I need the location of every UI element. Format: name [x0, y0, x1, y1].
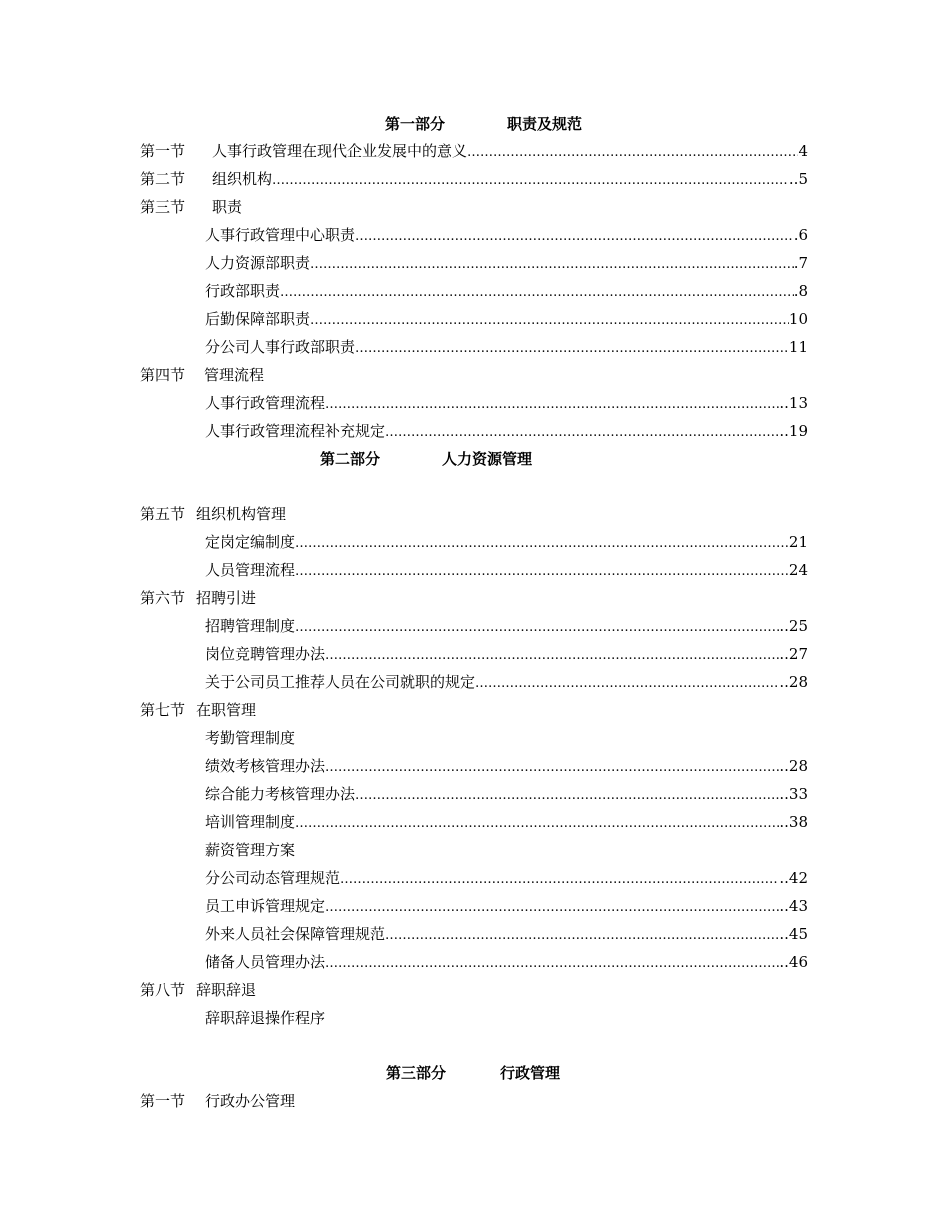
toc-entry[interactable]	[205, 225, 808, 245]
toc-entry-no-page[interactable]	[205, 1008, 808, 1028]
toc-entry[interactable]	[205, 616, 808, 636]
page-number: ..33	[779, 785, 808, 803]
entry-title: 人力资源部职责	[205, 254, 311, 272]
toc-section-entry[interactable]	[140, 141, 808, 161]
page-number: ..28	[779, 757, 808, 775]
dot-leader	[295, 562, 789, 582]
part-label: 第一部分	[385, 115, 446, 133]
page-number: .7	[793, 254, 808, 272]
toc-section-heading[interactable]	[140, 1091, 808, 1111]
toc-entry[interactable]	[205, 924, 808, 944]
toc-entry[interactable]	[205, 812, 808, 832]
dot-leader	[325, 395, 779, 415]
dot-leader	[295, 814, 779, 834]
page-number: ..38	[779, 813, 808, 831]
dot-leader	[272, 171, 789, 191]
section-label: 第五节	[140, 505, 186, 523]
part-title: 人力资源管理	[442, 450, 533, 468]
toc-entry[interactable]	[205, 952, 808, 972]
section-label: 第六节	[140, 589, 186, 607]
page-number: ..45	[779, 925, 808, 943]
entry-title: 人员管理流程	[205, 561, 296, 579]
page-number: .6	[793, 226, 808, 244]
dot-leader	[467, 143, 798, 163]
entry-title: 外来人员社会保障管理规范	[205, 925, 386, 943]
entry-title: 后勤保障部职责	[205, 310, 311, 328]
entry-title: 辞职辞退操作程序	[205, 1009, 326, 1027]
part-heading-2	[320, 449, 532, 469]
section-label: 第七节	[140, 701, 186, 719]
toc-entry[interactable]	[205, 253, 808, 273]
entry-title: 岗位竞聘管理办法	[205, 645, 326, 663]
dot-leader	[325, 954, 779, 974]
toc-entry[interactable]	[205, 281, 808, 301]
page-number: .8	[793, 282, 808, 300]
entry-title: 培训管理制度	[205, 813, 296, 831]
dot-leader	[280, 283, 794, 303]
section-title: 行政办公管理	[205, 1092, 296, 1110]
entry-title: 行政部职责	[205, 282, 281, 300]
page-number: 24	[788, 561, 808, 579]
dot-leader	[355, 786, 779, 806]
page-number: ..27	[779, 645, 808, 663]
section-title: 招聘引进	[196, 589, 257, 607]
toc-entry[interactable]	[205, 421, 808, 441]
entry-title: 薪资管理方案	[205, 841, 296, 859]
toc-section-heading[interactable]	[140, 365, 808, 385]
dot-leader	[295, 618, 779, 638]
section-label: 第三节	[140, 198, 186, 216]
section-label: 第二节	[140, 170, 186, 188]
page-number: ..5	[788, 170, 808, 188]
part-label: 第三部分	[386, 1064, 447, 1082]
page-number: ..13	[779, 394, 808, 412]
toc-entry-no-page[interactable]	[205, 840, 808, 860]
entry-title: 招聘管理制度	[205, 617, 296, 635]
section-title: 辞职辞退	[196, 981, 257, 999]
toc-entry[interactable]	[205, 896, 808, 916]
toc-entry[interactable]	[205, 309, 808, 329]
entry-title: 组织机构	[212, 170, 273, 188]
entry-title: 关于公司员工推荐人员在公司就职的规定	[205, 673, 476, 691]
section-title: 管理流程	[204, 366, 265, 384]
dot-leader	[295, 534, 789, 554]
toc-entry[interactable]	[205, 644, 808, 664]
entry-title: 储备人员管理办法	[205, 953, 326, 971]
entry-title: 绩效考核管理办法	[205, 757, 326, 775]
page-number: 4	[798, 142, 808, 160]
entry-title: 员工申诉管理规定	[205, 897, 326, 915]
toc-entry[interactable]	[205, 560, 808, 580]
entry-title: 人事行政管理流程	[205, 394, 326, 412]
toc-entry[interactable]	[205, 672, 808, 692]
page-number: ..25	[779, 617, 808, 635]
section-title: 在职管理	[196, 701, 257, 719]
toc-entry-no-page[interactable]	[205, 728, 808, 748]
toc-section-heading[interactable]	[140, 588, 808, 608]
page-number: 11	[788, 338, 808, 356]
toc-entry[interactable]	[205, 868, 808, 888]
page-number: ..28	[779, 673, 808, 691]
section-label: 第八节	[140, 981, 186, 999]
toc-entry[interactable]	[205, 756, 808, 776]
dot-leader	[325, 898, 779, 918]
toc-section-heading[interactable]	[140, 700, 808, 720]
part-label: 第二部分	[320, 450, 381, 468]
toc-entry[interactable]	[205, 532, 808, 552]
entry-title: 人事行政管理在现代企业发展中的意义	[212, 142, 468, 160]
entry-title: 考勤管理制度	[205, 729, 296, 747]
section-label: 第四节	[140, 366, 186, 384]
entry-title: 综合能力考核管理办法	[205, 785, 356, 803]
entry-title: 人事行政管理流程补充规定	[205, 422, 386, 440]
section-label: 第一节	[140, 142, 186, 160]
entry-title: 人事行政管理中心职责	[205, 226, 356, 244]
dot-leader	[385, 926, 779, 946]
dot-leader	[385, 423, 779, 443]
page-number: 10	[788, 310, 808, 328]
dot-leader	[325, 646, 779, 666]
toc-section-heading[interactable]	[140, 980, 808, 1000]
dot-leader	[310, 255, 794, 275]
page-number: ..46	[779, 953, 808, 971]
dot-leader	[310, 311, 789, 331]
page-number: ..19	[779, 422, 808, 440]
dot-leader	[340, 870, 779, 890]
part-heading-3	[386, 1063, 560, 1083]
part-title: 行政管理	[500, 1064, 561, 1082]
dot-leader	[325, 758, 779, 778]
part-title: 职责及规范	[507, 115, 583, 133]
toc-section-entry[interactable]	[140, 169, 808, 189]
toc-section-heading[interactable]	[140, 197, 808, 217]
part-heading-1	[385, 114, 582, 134]
page-number: ..42	[779, 869, 808, 887]
toc-entry[interactable]	[205, 784, 808, 804]
entry-title: 分公司人事行政部职责	[205, 338, 356, 356]
entry-title: 定岗定编制度	[205, 533, 296, 551]
section-title: 组织机构管理	[196, 505, 287, 523]
entry-title: 分公司动态管理规范	[205, 869, 341, 887]
dot-leader	[355, 339, 789, 359]
toc-section-heading[interactable]	[140, 504, 808, 524]
section-label: 第一节	[140, 1092, 186, 1110]
page-number: 21	[788, 533, 808, 551]
toc-entry[interactable]	[205, 393, 808, 413]
section-title: 职责	[212, 198, 243, 216]
dot-leader	[475, 674, 779, 694]
page-number: ..43	[779, 897, 808, 915]
toc-entry[interactable]	[205, 337, 808, 357]
dot-leader	[355, 227, 794, 247]
